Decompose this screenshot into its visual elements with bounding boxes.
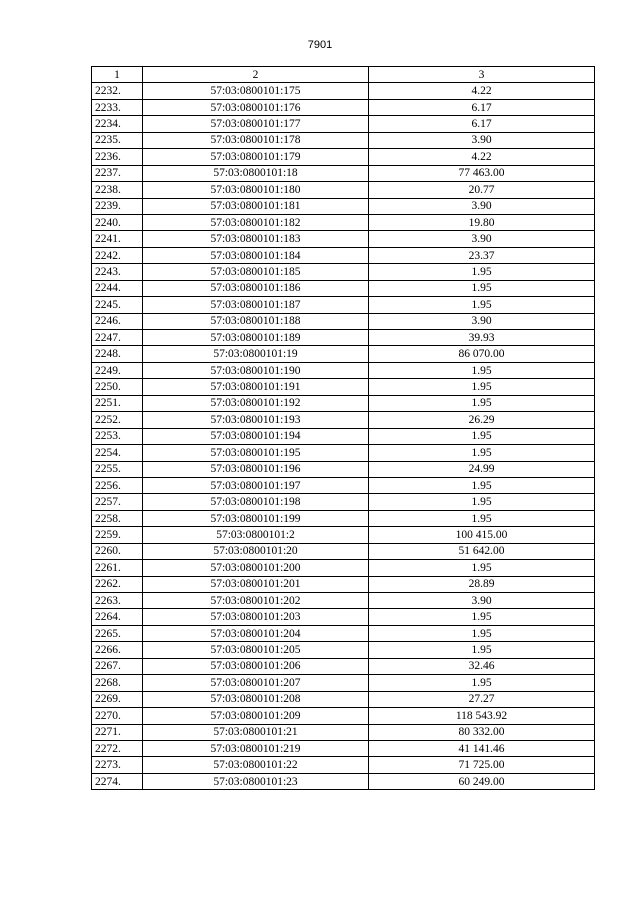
cadastral-number-cell: 57:03:0800101:204: [143, 625, 369, 641]
cadastral-number-cell: 57:03:0800101:22: [143, 757, 369, 773]
table-row: [92, 593, 595, 609]
value-cell: 80 332.00: [369, 724, 595, 740]
cadastral-number-cell: 57:03:0800101:182: [143, 214, 369, 230]
value-cell: 4.22: [369, 149, 595, 165]
table-row: [92, 773, 595, 789]
table-row: [92, 198, 595, 214]
table-row: [92, 149, 595, 165]
table-row: [92, 675, 595, 691]
value-cell: 39.93: [369, 330, 595, 346]
value-cell: 100 415.00: [369, 527, 595, 543]
cadastral-number-cell: 57:03:0800101:178: [143, 132, 369, 148]
table-row: [92, 362, 595, 378]
row-number-cell: 2244.: [92, 280, 143, 296]
cadastral-number-cell: 57:03:0800101:181: [143, 198, 369, 214]
table-row: [92, 543, 595, 559]
value-cell: 3.90: [369, 313, 595, 329]
row-number-cell: 2267.: [92, 658, 143, 674]
row-number-cell: 2232.: [92, 83, 143, 99]
value-cell: 1.95: [369, 280, 595, 296]
cadastral-number-cell: 57:03:0800101:176: [143, 99, 369, 115]
row-number-cell: 2252.: [92, 412, 143, 428]
row-number-cell: 2238.: [92, 182, 143, 198]
value-cell: 27.27: [369, 691, 595, 707]
table-row: [92, 165, 595, 181]
value-cell: 1.95: [369, 297, 595, 313]
row-number-cell: 2234.: [92, 116, 143, 132]
page-number: 7901: [307, 39, 333, 51]
cadastral-number-cell: 57:03:0800101:202: [143, 593, 369, 609]
table-row: [92, 576, 595, 592]
row-number-cell: 2245.: [92, 297, 143, 313]
row-number-cell: 2242.: [92, 247, 143, 263]
row-number-cell: 2261.: [92, 560, 143, 576]
value-cell: 28.89: [369, 576, 595, 592]
value-cell: 24.99: [369, 461, 595, 477]
value-cell: 1.95: [369, 428, 595, 444]
cadastral-number-cell: 57:03:0800101:208: [143, 691, 369, 707]
table-row: [92, 132, 595, 148]
cadastral-number-cell: 57:03:0800101:193: [143, 412, 369, 428]
row-number-cell: 2263.: [92, 593, 143, 609]
header-row: [92, 67, 595, 83]
value-cell: 1.95: [369, 494, 595, 510]
column-header-value: 3: [369, 67, 595, 83]
value-cell: 6.17: [369, 116, 595, 132]
value-cell: 51 642.00: [369, 543, 595, 559]
table-row: [92, 461, 595, 477]
row-number-cell: 2254.: [92, 445, 143, 461]
row-number-cell: 2268.: [92, 675, 143, 691]
row-number-cell: 2272.: [92, 740, 143, 756]
row-number-cell: 2250.: [92, 379, 143, 395]
cadastral-number-cell: 57:03:0800101:19: [143, 346, 369, 362]
table-row: [92, 280, 595, 296]
table-row: [92, 708, 595, 724]
table-row: [92, 379, 595, 395]
cadastral-number-cell: 57:03:0800101:209: [143, 708, 369, 724]
cadastral-number-cell: 57:03:0800101:219: [143, 740, 369, 756]
value-cell: 3.90: [369, 593, 595, 609]
row-number-cell: 2251.: [92, 395, 143, 411]
cadastral-number-cell: 57:03:0800101:198: [143, 494, 369, 510]
value-cell: 3.90: [369, 231, 595, 247]
value-cell: 1.95: [369, 445, 595, 461]
data-table: [91, 66, 595, 790]
cadastral-number-cell: 57:03:0800101:201: [143, 576, 369, 592]
cadastral-number-cell: 57:03:0800101:183: [143, 231, 369, 247]
table-row: [92, 247, 595, 263]
cadastral-number-cell: 57:03:0800101:2: [143, 527, 369, 543]
value-cell: 118 543.92: [369, 708, 595, 724]
value-cell: 23.37: [369, 247, 595, 263]
row-number-cell: 2241.: [92, 231, 143, 247]
value-cell: 1.95: [369, 510, 595, 526]
row-number-cell: 2236.: [92, 149, 143, 165]
value-cell: 4.22: [369, 83, 595, 99]
row-number-cell: 2265.: [92, 625, 143, 641]
row-number-cell: 2240.: [92, 214, 143, 230]
table-row: [92, 527, 595, 543]
table-row: [92, 428, 595, 444]
table-row: [92, 691, 595, 707]
table-row: [92, 214, 595, 230]
cadastral-number-cell: 57:03:0800101:203: [143, 609, 369, 625]
row-number-cell: 2269.: [92, 691, 143, 707]
value-cell: 32.46: [369, 658, 595, 674]
row-number-cell: 2243.: [92, 264, 143, 280]
table-row: [92, 330, 595, 346]
table-row: [92, 560, 595, 576]
cadastral-number-cell: 57:03:0800101:187: [143, 297, 369, 313]
cadastral-number-cell: 57:03:0800101:189: [143, 330, 369, 346]
cadastral-number-cell: 57:03:0800101:206: [143, 658, 369, 674]
cadastral-number-cell: 57:03:0800101:191: [143, 379, 369, 395]
cadastral-number-cell: 57:03:0800101:21: [143, 724, 369, 740]
value-cell: 20.77: [369, 182, 595, 198]
row-number-cell: 2270.: [92, 708, 143, 724]
table-row: [92, 412, 595, 428]
table-row: [92, 116, 595, 132]
cadastral-number-cell: 57:03:0800101:196: [143, 461, 369, 477]
row-number-cell: 2264.: [92, 609, 143, 625]
table-row: [92, 477, 595, 493]
row-number-cell: 2249.: [92, 362, 143, 378]
row-number-cell: 2262.: [92, 576, 143, 592]
row-number-cell: 2233.: [92, 99, 143, 115]
table-body: [92, 83, 595, 790]
value-cell: 1.95: [369, 379, 595, 395]
row-number-cell: 2255.: [92, 461, 143, 477]
table-row: [92, 658, 595, 674]
cadastral-number-cell: 57:03:0800101:23: [143, 773, 369, 789]
cadastral-number-cell: 57:03:0800101:192: [143, 395, 369, 411]
row-number-cell: 2260.: [92, 543, 143, 559]
value-cell: 1.95: [369, 264, 595, 280]
value-cell: 86 070.00: [369, 346, 595, 362]
cadastral-number-cell: 57:03:0800101:20: [143, 543, 369, 559]
table-row: [92, 346, 595, 362]
table-row: [92, 625, 595, 641]
table-row: [92, 494, 595, 510]
cadastral-number-cell: 57:03:0800101:179: [143, 149, 369, 165]
value-cell: 1.95: [369, 362, 595, 378]
row-number-cell: 2246.: [92, 313, 143, 329]
row-number-cell: 2256.: [92, 477, 143, 493]
table-header: [92, 67, 595, 83]
cadastral-number-cell: 57:03:0800101:184: [143, 247, 369, 263]
value-cell: 77 463.00: [369, 165, 595, 181]
value-cell: 1.95: [369, 395, 595, 411]
row-number-cell: 2266.: [92, 642, 143, 658]
table-row: [92, 642, 595, 658]
row-number-cell: 2237.: [92, 165, 143, 181]
table-row: [92, 740, 595, 756]
table-row: [92, 510, 595, 526]
table-row: [92, 231, 595, 247]
cadastral-number-cell: 57:03:0800101:195: [143, 445, 369, 461]
value-cell: 1.95: [369, 675, 595, 691]
cadastral-number-cell: 57:03:0800101:180: [143, 182, 369, 198]
cadastral-number-cell: 57:03:0800101:188: [143, 313, 369, 329]
value-cell: 3.90: [369, 198, 595, 214]
table-row: [92, 395, 595, 411]
table-row: [92, 313, 595, 329]
cadastral-number-cell: 57:03:0800101:197: [143, 477, 369, 493]
row-number-cell: 2239.: [92, 198, 143, 214]
row-number-cell: 2247.: [92, 330, 143, 346]
table-row: [92, 182, 595, 198]
table-row: [92, 297, 595, 313]
value-cell: 60 249.00: [369, 773, 595, 789]
row-number-cell: 2273.: [92, 757, 143, 773]
value-cell: 41 141.46: [369, 740, 595, 756]
cadastral-number-cell: 57:03:0800101:205: [143, 642, 369, 658]
row-number-cell: 2248.: [92, 346, 143, 362]
value-cell: 1.95: [369, 477, 595, 493]
value-cell: 1.95: [369, 625, 595, 641]
cadastral-number-cell: 57:03:0800101:18: [143, 165, 369, 181]
row-number-cell: 2257.: [92, 494, 143, 510]
value-cell: 3.90: [369, 132, 595, 148]
row-number-cell: 2235.: [92, 132, 143, 148]
row-number-cell: 2271.: [92, 724, 143, 740]
value-cell: 71 725.00: [369, 757, 595, 773]
cadastral-number-cell: 57:03:0800101:175: [143, 83, 369, 99]
table-row: [92, 445, 595, 461]
value-cell: 6.17: [369, 99, 595, 115]
cadastral-number-cell: 57:03:0800101:199: [143, 510, 369, 526]
table-row: [92, 264, 595, 280]
column-header-number: 1: [92, 67, 143, 83]
value-cell: 1.95: [369, 609, 595, 625]
value-cell: 19.80: [369, 214, 595, 230]
cadastral-number-cell: 57:03:0800101:194: [143, 428, 369, 444]
column-header-cadastral-number: 2: [143, 67, 369, 83]
cadastral-number-cell: 57:03:0800101:207: [143, 675, 369, 691]
cadastral-number-cell: 57:03:0800101:186: [143, 280, 369, 296]
row-number-cell: 2274.: [92, 773, 143, 789]
value-cell: 1.95: [369, 560, 595, 576]
cadastral-number-cell: 57:03:0800101:200: [143, 560, 369, 576]
table-row: [92, 724, 595, 740]
cadastral-number-cell: 57:03:0800101:190: [143, 362, 369, 378]
value-cell: 1.95: [369, 642, 595, 658]
row-number-cell: 2253.: [92, 428, 143, 444]
cadastral-number-cell: 57:03:0800101:185: [143, 264, 369, 280]
table-row: [92, 83, 595, 99]
table-row: [92, 757, 595, 773]
table-row: [92, 609, 595, 625]
table-row: [92, 99, 595, 115]
cadastral-number-cell: 57:03:0800101:177: [143, 116, 369, 132]
value-cell: 26.29: [369, 412, 595, 428]
row-number-cell: 2259.: [92, 527, 143, 543]
row-number-cell: 2258.: [92, 510, 143, 526]
